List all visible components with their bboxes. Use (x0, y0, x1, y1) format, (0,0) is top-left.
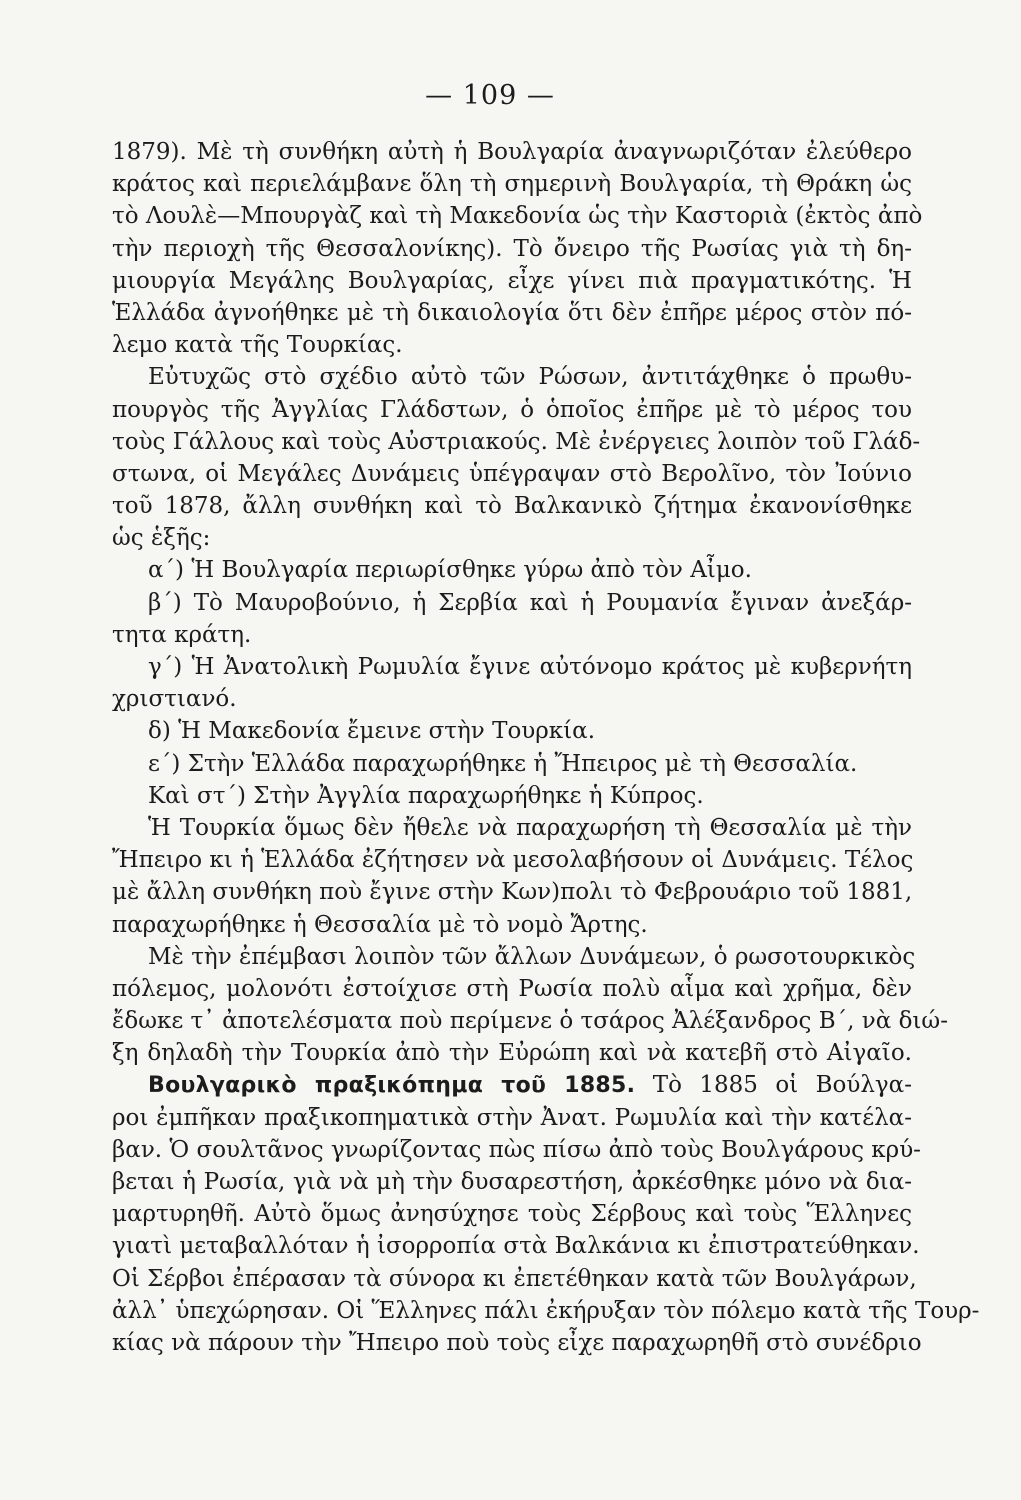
text-line: στωνα, οἱ Μεγάλες Δυνάμεις ὑπέγραψαν στὸ Βερολῖνο, τὸν Ἰούνιο (112, 460, 912, 487)
text-line: Μὲ τὴν ἐπέμβασι λοιπὸν τῶν ἄλλων Δυνάμεων, ὁ ρωσοτουρκικὸς (148, 943, 916, 970)
text-line: ἀλλ᾽ ὑπεχώρησαν. Οἱ Ἕλληνες πάλι ἐκήρυξαν τὸν πόλεμο κατὰ τῆς Τουρ- (112, 1297, 980, 1324)
text-line: τὸ Λουλὲ—Μπουργὰζ καὶ τὴ Μακεδονία ὡς τὴν Καστοριὰ (ἐκτὸς ἀπὸ (112, 203, 923, 230)
list-item-f: Καὶ στ΄) Στὴν Ἀγγλία παραχωρήθηκε ἡ Κύπρος. (148, 782, 704, 809)
text-line: χριστιανό. (112, 686, 237, 713)
text-line: τητα κράτη. (112, 621, 252, 648)
list-item-e: ε΄) Στὴν Ἑλλάδα παραχωρήθηκε ἡ Ἤπειρος μὲ τὴ Θεσσαλία. (148, 750, 858, 777)
list-item-b: β΄) Τὸ Μαυροβούνιο, ἡ Σερβία καὶ ἡ Ρουμανία ἔγιναν ἀνεξάρ- (148, 589, 912, 616)
text-line: κίας νὰ πάρουν τὴν Ἤπειρο ποὺ τοὺς εἶχε παραχωρηθῆ στὸ συνέδριο (112, 1329, 922, 1356)
text-line: πόλεμος, μολονότι ἐστοίχισε στὴ Ρωσία πολὺ αἷμα καὶ χρῆμα, δὲν (112, 975, 912, 1002)
text-line: ὡς ἑξῆς: (112, 525, 211, 552)
list-item-c: γ΄) Ἡ Ἀνατολικὴ Ρωμυλία ἔγινε αὐτόνομο κράτος μὲ κυβερνήτη (148, 654, 912, 680)
text-line: γιατὶ μεταβαλλόταν ἡ ἰσορροπία στὰ Βαλκάνια κι ἐπιστρατεύθηκαν. (112, 1233, 920, 1260)
text-line: παραχωρήθηκε ἡ Θεσσαλία μὲ τὸ νομὸ Ἄρτης. (112, 911, 648, 938)
text-line: πουργὸς τῆς Ἀγγλίας Γλάδστων, ὁ ὁποῖος ἐπῆρε μὲ τὸ μέρος του (112, 396, 912, 423)
text-line: τοῦ 1878, ἄλλη συνθήκη καὶ τὸ Βαλκανικὸ ζήτημα ἐκανονίσθηκε (112, 493, 912, 520)
text-line: μιουργία Μεγάλης Βουλγαρίας, εἶχε γίνει πιὰ πραγματικότης. Ἡ (112, 267, 912, 294)
text-line: μὲ ἄλλη συνθήκη ποὺ ἔγινε στὴν Κων)πολι τὸ Φεβρουάριο τοῦ 1881, (112, 879, 913, 906)
text-line: λεμο κατὰ τῆς Τουρκίας. (112, 332, 403, 359)
text-line: Ἤπειρο κι ἡ Ἑλλάδα ἐζήτησεν νὰ μεσολαβήσουν οἱ Δυνάμεις. Τέλος (112, 847, 914, 874)
text-line: Εὐτυχῶς στὸ σχέδιο αὐτὸ τῶν Ρώσων, ἀντιτάχθηκε ὁ πρωθυ- (148, 364, 912, 391)
section-heading-line (112, 1069, 912, 1101)
text-line: ροι ἐμπῆκαν πραξικοπηματικὰ στὴν Ἀνατ. Ρωμυλία καὶ τὴν κατέλα- (112, 1104, 912, 1131)
text-line: κράτος καὶ περιελάμβανε ὅλη τὴ σημερινὴ Βουλγαρία, τὴ Θράκη ὡς (112, 171, 912, 198)
text-line: βεται ἡ Ρωσία, γιὰ νὰ μὴ τὴν δυσαρεστήση, ἀρκέσθηκε μόνο νὰ δια- (112, 1169, 912, 1195)
text-line: τοὺς Γάλλους καὶ τοὺς Αὐστριακούς. Μὲ ἐνέργειες λοιπὸν τοῦ Γλάδ- (112, 428, 921, 455)
text-line: Οἱ Σέρβοι ἐπέρασαν τὰ σύνορα κι ἐπετέθηκαν κατὰ τῶν Βουλγάρων, (112, 1265, 917, 1292)
text-line: μαρτυρηθῆ. Αὐτὸ ὅμως ἀνησύχησε τοὺς Σέρβους καὶ τοὺς Ἕλληνες (112, 1201, 912, 1228)
list-item-d: δ) Ἡ Μακεδονία ἔμεινε στὴν Τουρκία. (148, 718, 596, 745)
text-line: ξη δηλαδὴ τὴν Τουρκία ἀπὸ τὴν Εὐρώπη καὶ νὰ κατεβῆ στὸ Αἰγαῖο. (112, 1040, 912, 1067)
text-line: ἔδωκε τ᾽ ἀποτελέσματα ποὺ περίμενε ὁ τσάρος Ἀλέξανδρος Β΄, νὰ διώ- (112, 1008, 948, 1035)
body-text (112, 136, 980, 1359)
heading-continuation: Τὸ 1885 οἱ Βούλγα- (635, 1072, 912, 1099)
text-line: Ἑλλάδα ἀγνοήθηκε μὲ τὴ δικαιολογία ὅτι δὲν ἐπῆρε μέρος στὸν πό- (112, 299, 912, 326)
text-line: τὴν περιοχὴ τῆς Θεσσαλονίκης). Τὸ ὄνειρο τῆς Ρωσίας γιὰ τὴ δη- (112, 235, 912, 262)
text-line: 1879). Μὲ τὴ συνθήκη αὐτὴ ἡ Βουλγαρία ἀναγνωριζόταν ἐλεύθερο (112, 139, 912, 165)
text-line: βαν. Ὁ σουλτᾶνος γνωρίζοντας πὼς πίσω ἀπὸ τοὺς Βουλγάρους κρύ- (112, 1136, 921, 1163)
text-line: Ἡ Τουρκία ὅμως δὲν ἤθελε νὰ παραχωρήση τὴ Θεσσαλία μὲ τὴν (148, 814, 912, 841)
section-heading: Βουλγαρικὸ πραξικόπημα τοῦ 1885. (148, 1073, 636, 1099)
list-item-a: α΄) Ἡ Βουλγαρία περιωρίσθηκε γύρω ἀπὸ τὸν Αἶμο. (148, 557, 752, 584)
page-number: — 109 — (425, 80, 555, 111)
